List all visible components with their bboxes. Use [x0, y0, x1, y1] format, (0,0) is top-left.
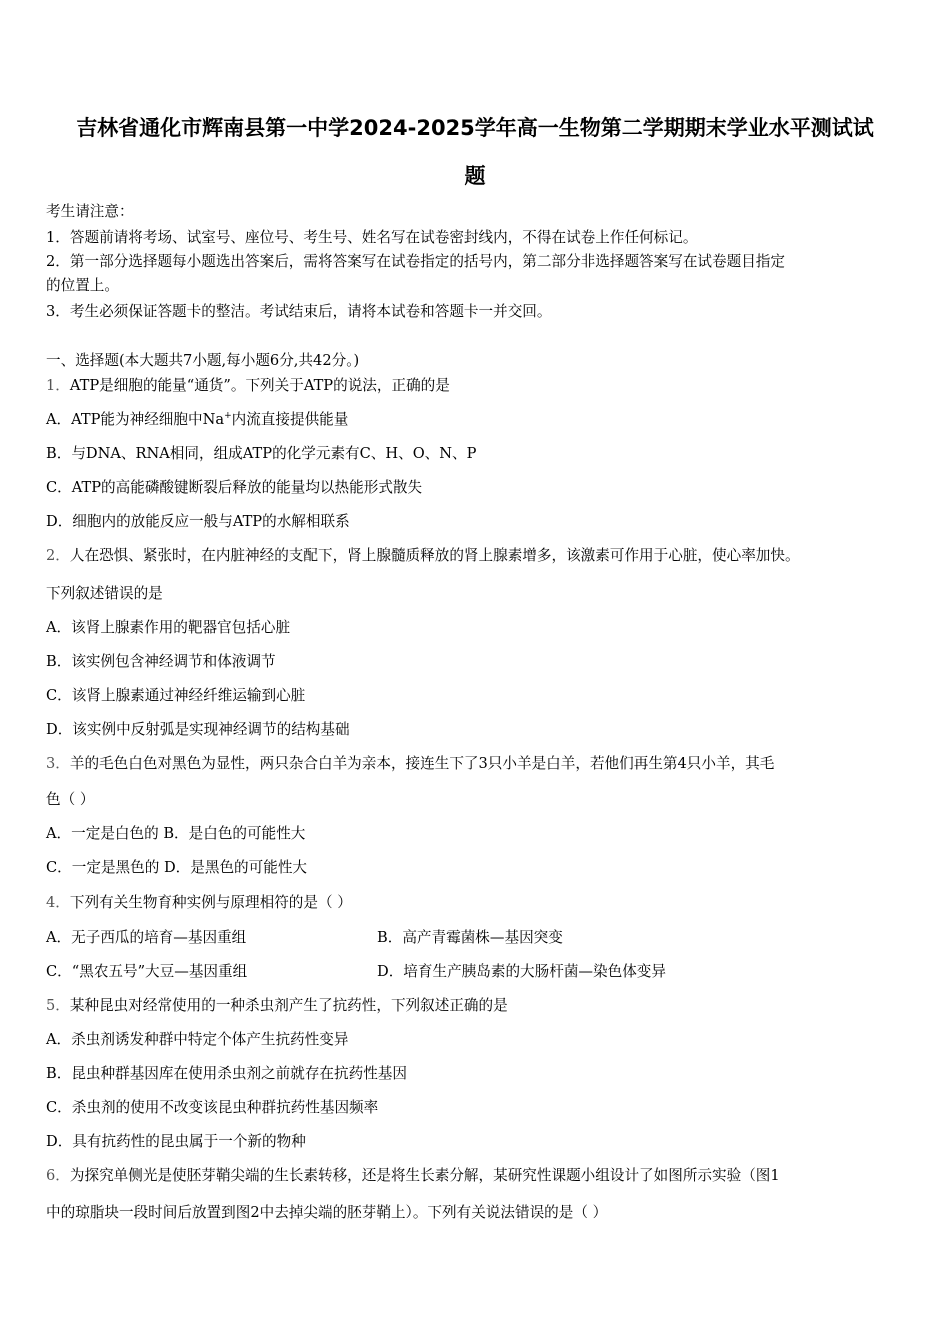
question-number: 2． [46, 547, 70, 564]
question-5-stem [46, 996, 508, 1016]
superscript: + [224, 411, 232, 422]
question-6-stem-continued: 中的琼脂块一段时间后放置到图2中去掉尖端的胚芽鞘上）。下列有关说法错误的是（ ） [46, 1204, 608, 1221]
section-heading: 一、选择题(本大题共7小题,每小题6分,共42分。) [46, 352, 360, 369]
question-2-option-b: B．该实例包含神经调节和体液调节 [46, 653, 276, 670]
question-3-options-ab: A．一定是白色的 B．是白色的可能性大 [46, 825, 306, 842]
question-4-option-b: B．高产青霉菌株—基因突变 [377, 929, 563, 946]
question-3-options-cd: C．一定是黑色的 D．是黑色的可能性大 [46, 859, 308, 876]
question-number: 6． [46, 1167, 70, 1184]
question-3-stem [46, 754, 774, 774]
question-number: 4． [46, 894, 70, 911]
question-number: 5． [46, 997, 70, 1014]
question-4-option-d: D．培育生产胰岛素的大肠杆菌—染色体变异 [377, 963, 666, 980]
question-4-option-a: A．无子西瓜的培育—基因重组 [46, 929, 247, 946]
page-title-continued: 题 [464, 164, 486, 188]
page-title: 吉林省通化市辉南县第一中学2024-2025学年高一生物第二学期期末学业水平测试试 [76, 116, 874, 140]
notice-item: 2．第一部分选择题每小题选出答案后，需将答案写在试卷指定的括号内，第二部分非选择题答案写在试卷题目指定 [46, 253, 785, 270]
question-5-option-b: B．昆虫种群基因库在使用杀虫剂之前就存在抗药性基因 [46, 1065, 407, 1082]
question-number: 3． [46, 755, 70, 772]
question-number: 1． [46, 377, 70, 394]
question-1-option-c: C．ATP的高能磷酸键断裂后释放的能量均以热能形式散失 [46, 479, 423, 496]
notice-heading: 考生请注意： [46, 203, 134, 220]
question-1-option-d: D．细胞内的放能反应一般与ATP的水解相联系 [46, 513, 350, 530]
question-5-option-d: D．具有抗药性的昆虫属于一个新的物种 [46, 1133, 306, 1150]
question-1-option-b: B．与DNA、RNA相同，组成ATP的化学元素有C、H、O、N、P [46, 445, 477, 462]
notice-item: 3．考生必须保证答题卡的整洁。考试结束后，请将本试卷和答题卡一并交回。 [46, 303, 552, 320]
question-3-stem-continued: 色（ ） [46, 791, 95, 808]
question-6-stem [46, 1166, 780, 1186]
option-text-rest: 内流直接提供能量 [231, 411, 349, 428]
question-text: 某种昆虫对经常使用的一种杀虫剂产生了抗药性，下列叙述正确的是 [69, 997, 508, 1014]
option-text: A．ATP能为神经细胞中Na [46, 411, 225, 428]
question-5-option-a: A．杀虫剂诱发种群中特定个体产生抗药性变异 [46, 1031, 349, 1048]
question-text: 下列有关生物育种实例与原理相符的是（ ） [69, 894, 352, 911]
question-2-stem [46, 546, 800, 566]
question-4-stem [46, 893, 352, 913]
question-5-option-c: C．杀虫剂的使用不改变该昆虫种群抗药性基因频率 [46, 1099, 379, 1116]
question-2-option-d: D．该实例中反射弧是实现神经调节的结构基础 [46, 721, 350, 738]
question-text: 人在恐惧、紧张时，在内脏神经的支配下，肾上腺髓质释放的肾上腺素增多，该激素可作用于心脏，使心率加快。 [69, 547, 800, 564]
question-1-option-a [46, 410, 348, 430]
question-4-option-c: C．“黑农五号”大豆—基因重组 [46, 963, 248, 980]
notice-item: 1．答题前请将考场、试室号、座位号、考生号、姓名写在试卷密封线内，不得在试卷上作任何标记。 [46, 229, 698, 246]
question-2-option-c: C．该肾上腺素通过神经纤维运输到心脏 [46, 687, 306, 704]
question-text: 羊的毛色白色对黑色为显性，两只杂合白羊为亲本，接连生下了3只小羊是白羊，若他们再生第4只小羊，其毛 [69, 755, 775, 772]
question-2-stem-continued: 下列叙述错误的是 [46, 585, 163, 602]
question-1-stem [46, 376, 450, 396]
question-text: ATP是细胞的能量“通货”。下列关于ATP的说法，正确的是 [69, 377, 450, 394]
question-text: 为探究单侧光是使胚芽鞘尖端的生长素转移，还是将生长素分解，某研究性课题小组设计了如图所示实验（图1 [69, 1167, 780, 1184]
question-2-option-a: A．该肾上腺素作用的靶器官包括心脏 [46, 619, 291, 636]
notice-item: 的位置上。 [46, 277, 119, 294]
